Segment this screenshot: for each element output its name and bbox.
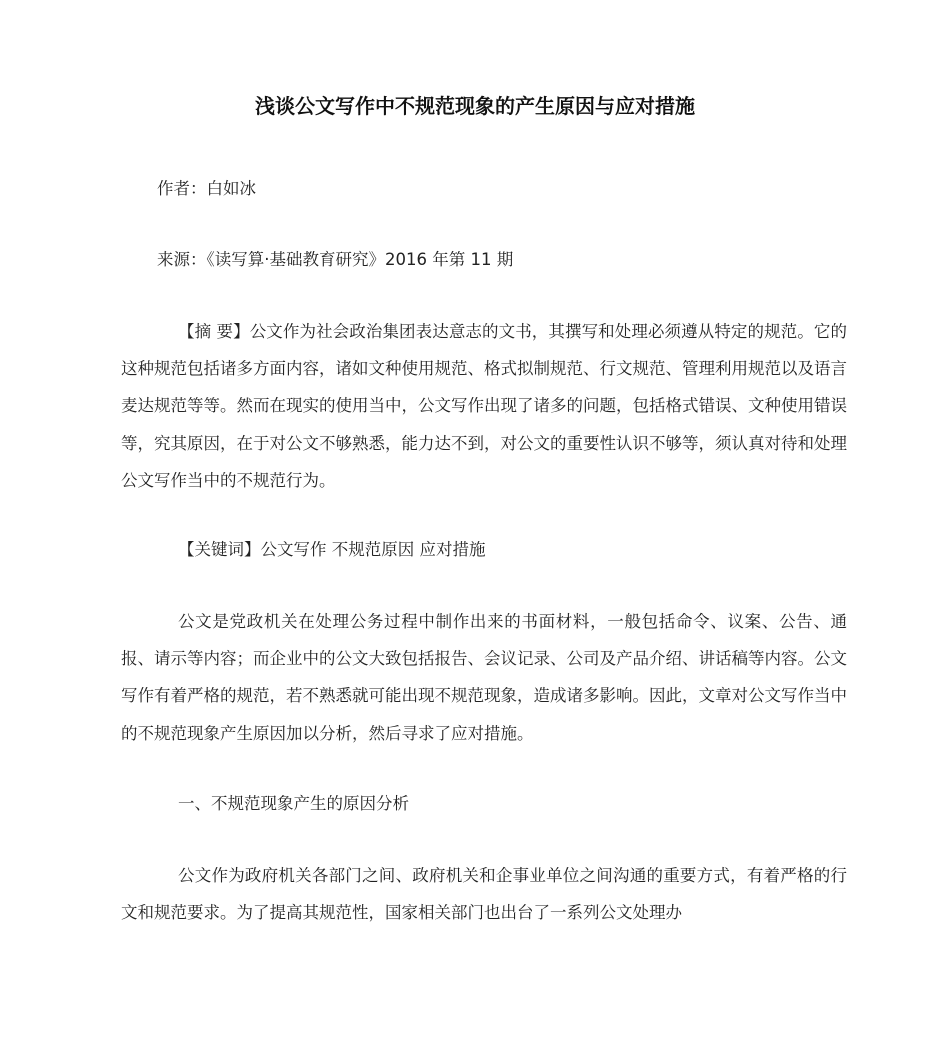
intro-paragraph: 公文是党政机关在处理公务过程中制作出来的书面材料，一般包括命令、议案、公告、通报、请示等内容；而企业中的公文大致包括报告、会议记录、公司及产品介绍、讲话稿等内容。公文写作有着严格的规范，若不熟悉就可能出现不规范现象，造成诸多影响。因此，文章对公文写作当中的不规范现象产生原因加以分析，然后寻求了应对措施。	[121, 612, 847, 743]
source-line: 来源：《读写算·基础教育研究》2016 年第 11 期	[157, 250, 514, 269]
abstract-paragraph: 【摘 要】公文作为社会政治集团表达意志的文书，其撰写和处理必须遵从特定的规范。它的这种规范包括诸多方面内容，诸如文种使用规范、格式拟制规范、行文规范、管理利用规范以及语言麦达规范等等。然而在现实的使用当中，公文写作出现了诸多的问题，包括格式错误、文种使用错误等，究其原因，在于对公文不够熟悉，能力达不到，对公文的重要性认识不够等，须认真对待和处理公文写作当中的不规范行为。	[121, 322, 847, 490]
author-line: 作者：白如冰	[157, 179, 256, 198]
keywords-line: 【关键词】公文写作 不规范原因 应对措施	[178, 540, 486, 559]
document-title: 浅谈公文写作中不规范现象的产生原因与应对措施	[255, 94, 695, 118]
section-paragraph: 公文作为政府机关各部门之间、政府机关和企事业单位之间沟通的重要方式，有着严格的行文和规范要求。为了提高其规范性，国家相关部门也出台了一系列公文处理办	[121, 866, 847, 923]
section-heading: 一、不规范现象产生的原因分析	[178, 794, 409, 813]
